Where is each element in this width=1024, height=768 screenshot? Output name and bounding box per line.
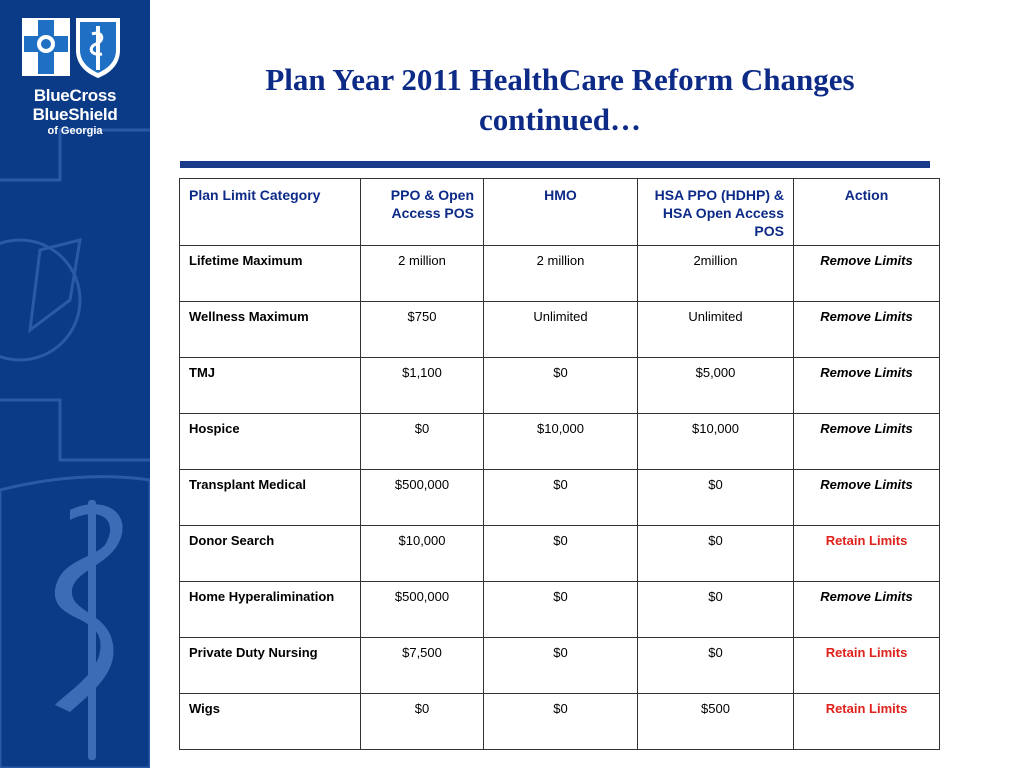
cell-category: Hospice xyxy=(180,414,361,470)
cell-hsa: $0 xyxy=(638,638,794,694)
brand-line-1: BlueCross xyxy=(33,86,117,105)
header-action: Action xyxy=(794,179,940,246)
cell-hmo: Unlimited xyxy=(484,302,638,358)
blue-shield-logo-icon xyxy=(76,18,120,78)
cell-hmo: $0 xyxy=(484,526,638,582)
remove-limits-label: Remove Limits xyxy=(820,477,913,492)
table-row xyxy=(180,470,940,526)
brand-line-2: BlueShield xyxy=(32,105,118,124)
remove-limits-label: Remove Limits xyxy=(820,421,913,436)
cell-hmo: $0 xyxy=(484,694,638,750)
cell-ppo: $0 xyxy=(361,694,484,750)
header-ppo-open-access: PPO & Open Access POS xyxy=(361,179,484,246)
cell-hsa: $0 xyxy=(638,470,794,526)
cell-hmo: 2 million xyxy=(484,246,638,302)
retain-limits-label: Retain Limits xyxy=(825,701,908,716)
brand-wordmark xyxy=(10,86,140,138)
remove-limits-label: Remove Limits xyxy=(820,365,913,380)
cell-hmo: $10,000 xyxy=(484,414,638,470)
cell-hsa: 2million xyxy=(638,246,794,302)
page-title xyxy=(200,60,920,140)
cell-category: Wellness Maximum xyxy=(180,302,361,358)
logo-group xyxy=(22,12,122,82)
cell-ppo: 2 million xyxy=(361,246,484,302)
brand-line-3: of Georgia xyxy=(47,125,103,137)
table-row xyxy=(180,414,940,470)
title-divider xyxy=(180,161,930,168)
cell-hsa: $500 xyxy=(638,694,794,750)
cell-hsa: Unlimited xyxy=(638,302,794,358)
table-row xyxy=(180,694,940,750)
cell-category: TMJ xyxy=(180,358,361,414)
cell-action xyxy=(794,638,940,694)
cell-hsa: $0 xyxy=(638,582,794,638)
table-row xyxy=(180,358,940,414)
header-hmo: HMO xyxy=(484,179,638,246)
table-row xyxy=(180,246,940,302)
cell-hsa: $10,000 xyxy=(638,414,794,470)
retain-limits-label: Retain Limits xyxy=(825,533,908,548)
sidebar xyxy=(0,0,150,768)
cell-category: Home Hyperalimination xyxy=(180,582,361,638)
table-header-row xyxy=(180,179,940,246)
cell-category: Transplant Medical xyxy=(180,470,361,526)
title-line-1: Plan Year 2011 HealthCare Reform Changes xyxy=(265,62,855,97)
cell-action xyxy=(794,694,940,750)
header-plan-limit-category: Plan Limit Category xyxy=(180,179,361,246)
cell-ppo: $7,500 xyxy=(361,638,484,694)
cell-category: Wigs xyxy=(180,694,361,750)
cell-category: Lifetime Maximum xyxy=(180,246,361,302)
cell-hsa: $0 xyxy=(638,526,794,582)
cell-ppo: $500,000 xyxy=(361,470,484,526)
cell-hmo: $0 xyxy=(484,638,638,694)
cell-hmo: $0 xyxy=(484,358,638,414)
header-hsa-ppo: HSA PPO (HDHP) & HSA Open Access POS xyxy=(638,179,794,246)
cell-action xyxy=(794,302,940,358)
cell-action xyxy=(794,414,940,470)
table-row xyxy=(180,526,940,582)
cell-action xyxy=(794,526,940,582)
cell-action xyxy=(794,358,940,414)
plan-limits-table xyxy=(179,178,940,750)
blue-cross-logo-icon xyxy=(22,18,70,76)
table-row xyxy=(180,302,940,358)
cell-ppo: $10,000 xyxy=(361,526,484,582)
cell-category: Private Duty Nursing xyxy=(180,638,361,694)
retain-limits-label: Retain Limits xyxy=(825,645,908,660)
remove-limits-label: Remove Limits xyxy=(820,253,913,268)
cell-ppo: $500,000 xyxy=(361,582,484,638)
cell-hmo: $0 xyxy=(484,470,638,526)
remove-limits-label: Remove Limits xyxy=(820,309,913,324)
cell-hmo: $0 xyxy=(484,582,638,638)
cell-hsa: $5,000 xyxy=(638,358,794,414)
remove-limits-label: Remove Limits xyxy=(820,589,913,604)
cell-category: Donor Search xyxy=(180,526,361,582)
title-line-2: continued… xyxy=(479,102,641,137)
cell-ppo: $750 xyxy=(361,302,484,358)
cell-ppo: $0 xyxy=(361,414,484,470)
cell-action xyxy=(794,470,940,526)
table-row xyxy=(180,582,940,638)
cell-ppo: $1,100 xyxy=(361,358,484,414)
table-row xyxy=(180,638,940,694)
cell-action xyxy=(794,582,940,638)
cell-action xyxy=(794,246,940,302)
